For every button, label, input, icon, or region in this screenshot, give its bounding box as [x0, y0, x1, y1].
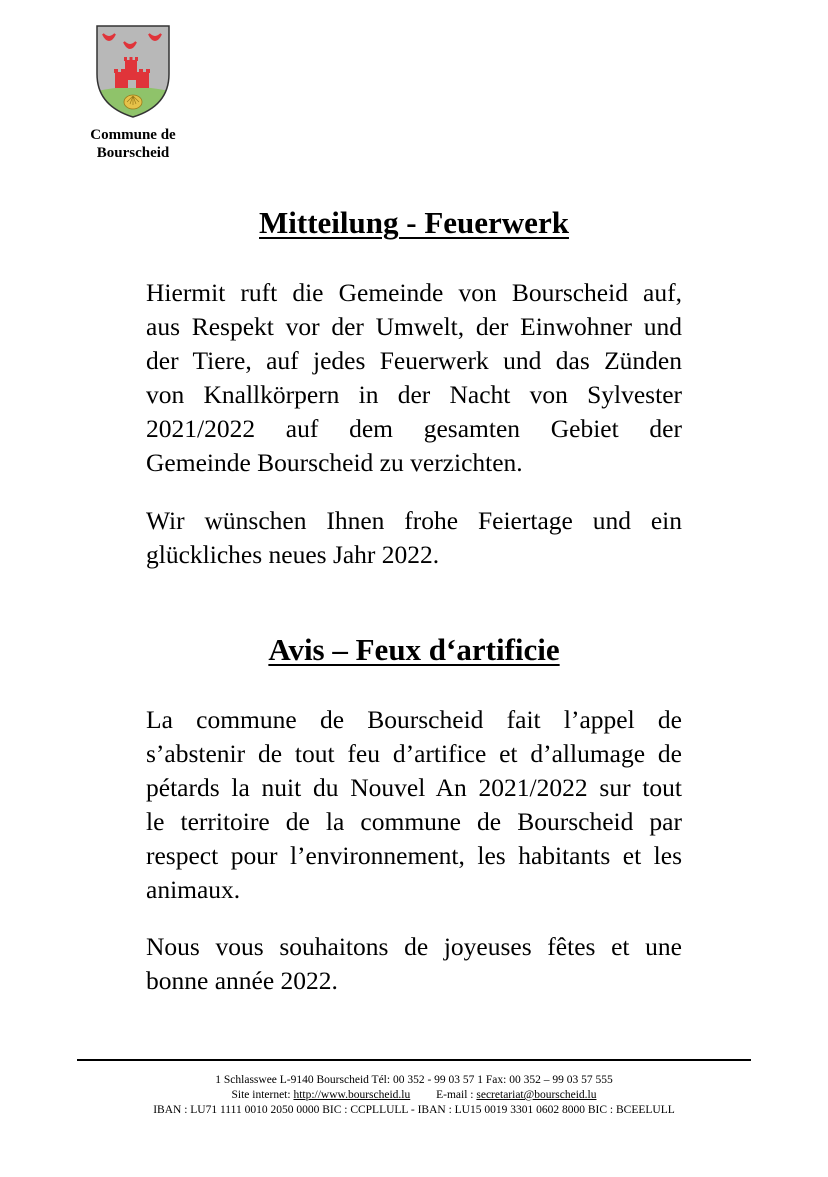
footer-bank: IBAN : LU71 1111 0010 2050 0000 BIC : CCPLLULL - IBAN : LU15 0019 3301 0602 8000 BIC : BCEELULL	[153, 1104, 675, 1116]
german-paragraph-2	[146, 504, 682, 572]
german-title: Mitteilung - Feuerwerk	[259, 205, 569, 240]
text-line: glückliches neues Jahr 2022.	[146, 540, 440, 569]
commune-line2: Bourscheid	[96, 145, 170, 161]
text-line: 2021/2022 auf dem gesamten Gebiet der	[146, 414, 682, 443]
german-paragraph-1	[146, 276, 682, 480]
text-line: Wir wünschen Ihnen frohe Feiertage und ein	[146, 506, 682, 535]
commune-logo	[80, 22, 186, 162]
text-line: bonne année 2022.	[146, 966, 338, 995]
text-line: respect pour l’environnement, les habitants et les	[146, 841, 682, 870]
text-line: le territoire de la commune de Bourscheid par	[146, 807, 682, 836]
email-label: E-mail :	[436, 1089, 477, 1101]
french-title: Avis – Feux d‘artificie	[268, 632, 560, 667]
coat-of-arms-icon	[93, 22, 173, 120]
text-line: Nous vous souhaitons de joyeuses fêtes et une	[146, 932, 682, 961]
footer-contact	[0, 1088, 828, 1102]
text-line: animaux.	[146, 875, 241, 904]
text-line: von Knallkörpern in der Nacht von Sylvester	[146, 380, 682, 409]
footer-address: 1 Schlasswee L-9140 Bourscheid Tél: 00 352 - 99 03 57 1 Fax: 00 352 – 99 03 57 555	[215, 1074, 613, 1086]
website-link[interactable]: http://www.bourscheid.lu	[293, 1089, 411, 1101]
text-line: aus Respekt vor der Umwelt, der Einwohner und	[146, 312, 682, 341]
french-paragraph-2	[146, 930, 682, 998]
email-link[interactable]: secretariat@bourscheid.lu	[476, 1089, 597, 1101]
text-line: s’abstenir de tout feu d’artifice et d’allumage de	[146, 739, 682, 768]
text-line: pétards la nuit du Nouvel An 2021/2022 sur tout	[146, 773, 682, 802]
commune-name	[80, 126, 186, 162]
text-line: Hiermit ruft die Gemeinde von Bourscheid auf,	[146, 278, 682, 307]
french-paragraph-1	[146, 703, 682, 907]
text-line: La commune de Bourscheid fait l’appel de	[146, 705, 682, 734]
footer-divider	[77, 1059, 751, 1061]
commune-line1: Commune de	[90, 127, 176, 143]
website-label: Site internet:	[231, 1089, 294, 1101]
text-line: Gemeinde Bourscheid zu verzichten.	[146, 448, 523, 477]
text-line: der Tiere, auf jedes Feuerwerk und das Zünden	[146, 346, 682, 375]
